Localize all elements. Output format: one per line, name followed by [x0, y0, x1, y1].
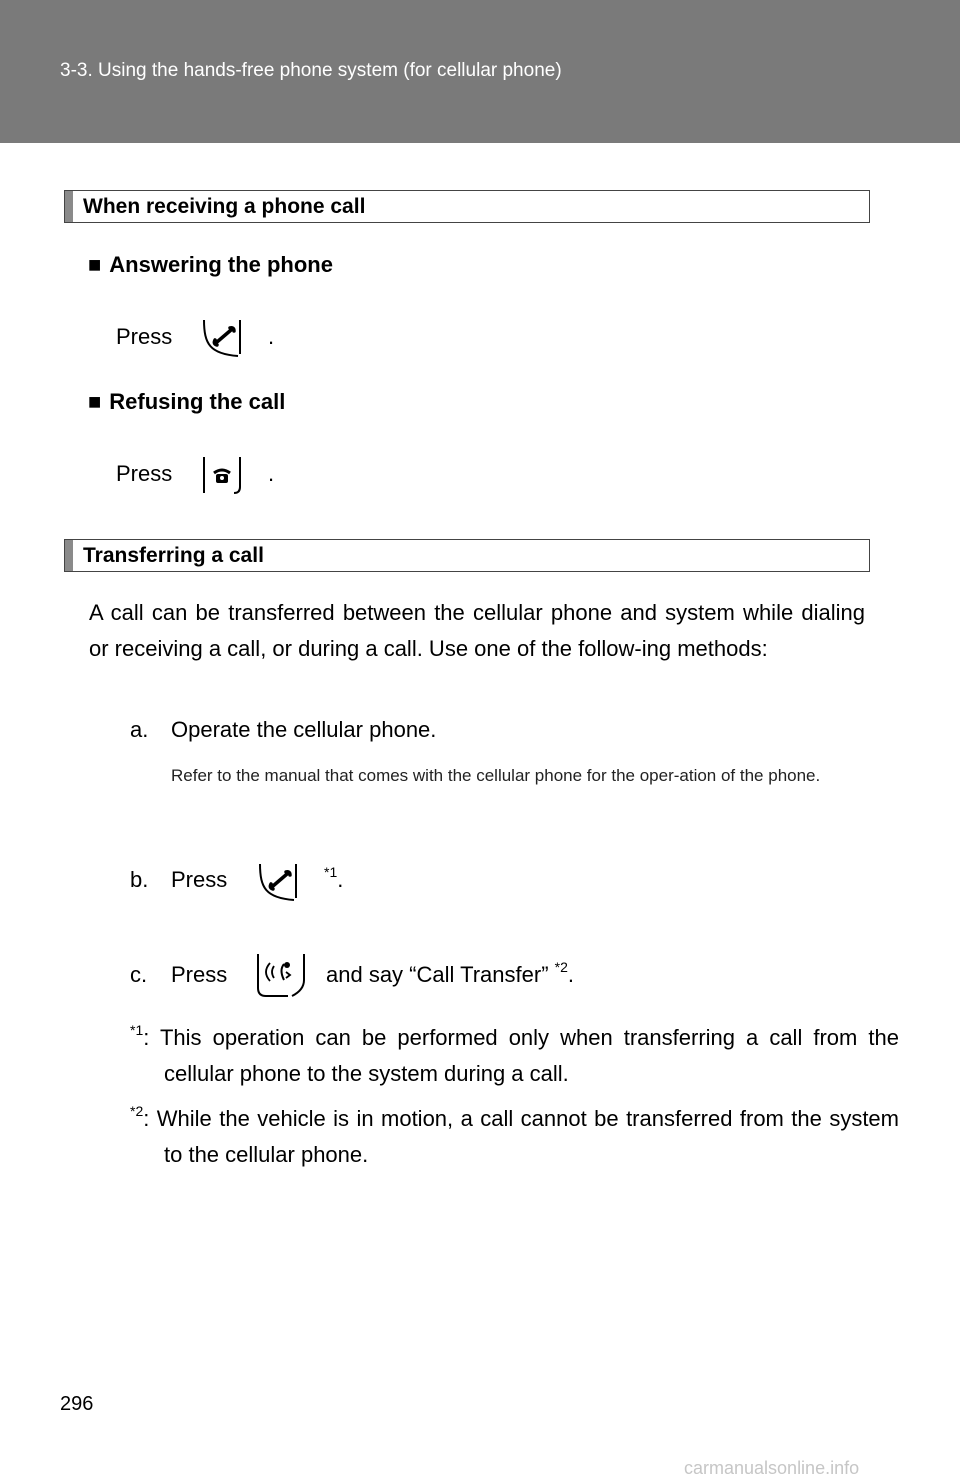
step-b-label: b.: [130, 867, 149, 892]
page-number: 296: [60, 1393, 94, 1415]
square-bullet-icon: ■: [88, 389, 102, 414]
section-header-receiving: [64, 190, 870, 223]
footnote-2: $^{*2}$: While the vehicle is in motion, a call cannot be transferred from the system to the cellular phone.: [130, 1103, 899, 1167]
chapter-title: 3-3. Using the hands-free phone system (for cellular phone): [60, 60, 562, 81]
section-title: When receiving a phone call: [83, 195, 366, 218]
step-c-label: c.: [130, 962, 148, 987]
footnote-marker: *2: [130, 1103, 144, 1119]
step-a-note: Refer to the manual that comes with the cellular phone for the oper-ation of the phone.: [171, 766, 821, 785]
step-c-press: Press: [171, 962, 228, 987]
subheading-answering: ■ Answering the phone: [88, 252, 333, 277]
footnote-ref: *1: [324, 864, 338, 880]
subheading-refusing: ■ Refusing the call: [88, 389, 286, 414]
period: .: [268, 324, 275, 349]
step-a-label: a.: [130, 717, 149, 742]
step-b-suffix: $^{*1}$.: [324, 864, 344, 892]
press-label: Press: [116, 461, 173, 486]
phone-on-hook-icon: [200, 453, 244, 497]
section-title: Transferring a call: [83, 544, 264, 567]
step-a-text: Operate the cellular phone.: [171, 717, 437, 742]
step-c-say: and say “Call Transfer” $^{*2}$.: [326, 959, 575, 987]
footnote-ref: *2: [554, 959, 568, 975]
section-header-transfer: [64, 539, 870, 572]
phone-off-hook-icon: [256, 860, 300, 904]
phone-off-hook-icon: [200, 316, 244, 360]
section-bar: [65, 191, 73, 222]
step-b-press: Press: [171, 867, 228, 892]
period: .: [268, 461, 275, 486]
footnote-marker: *1: [130, 1022, 144, 1038]
page-header: [0, 0, 960, 143]
square-bullet-icon: ■: [88, 252, 102, 277]
footnote-1: $^{*1}$: This operation can be performed only when transferring a call from the cellular phone to the system during a call.: [130, 1022, 899, 1086]
talk-switch-icon: [254, 950, 308, 1000]
transfer-intro: A call can be transferred between the cellular phone and system while dialing or receiving a call, or during a call. Use one of the follow-ing methods:: [89, 600, 865, 661]
section-bar: [65, 540, 73, 571]
press-label: Press: [116, 324, 173, 349]
watermark: carmanualsonline.info: [684, 1458, 860, 1478]
